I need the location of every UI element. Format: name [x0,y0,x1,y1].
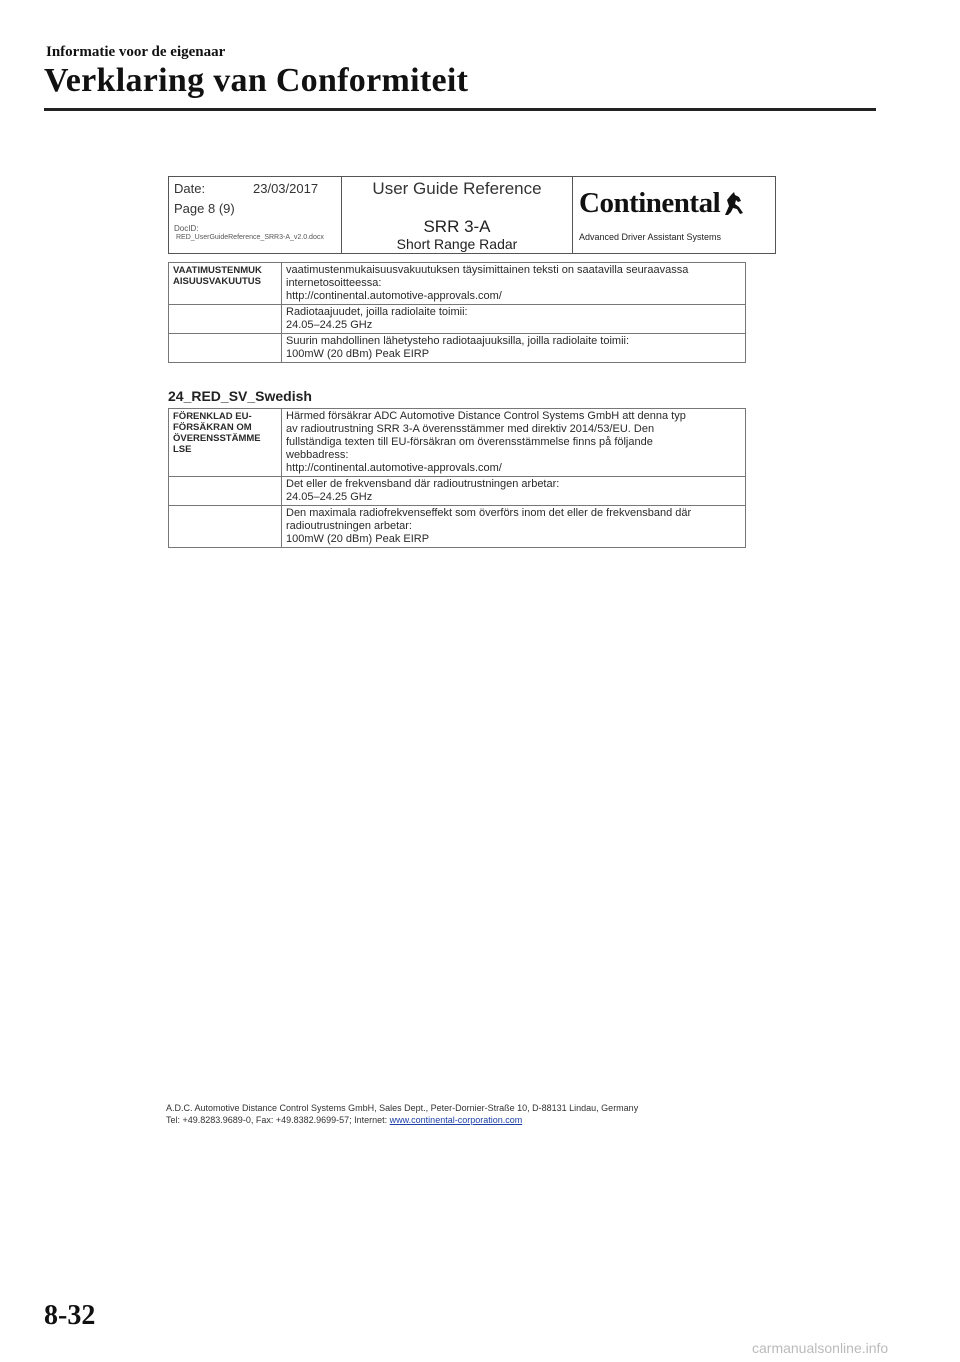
date-label: Date: [174,181,206,196]
table-row [169,409,746,477]
row-label-cell [169,263,282,305]
table-row [169,305,746,334]
swedish-declaration-table [168,408,746,548]
footer-contact-text: Tel: +49.8283.9689-0, Fax: +49.8382.9699-57; Internet: [166,1115,390,1125]
table-row [169,334,746,363]
title-divider [44,108,876,111]
docid-value: RED_UserGuideReference_SRR3-A_v2.0.docx [176,234,324,241]
row-content-line: av radioutrustning SRR 3-A överensstämmer med direktiv 2014/53/EU. Den [286,423,655,435]
row-content-line: 100mW (20 dBm) Peak EIRP [286,348,430,360]
section-label: Informatie voor de eigenaar [46,44,226,60]
row-content-line: Suurin mahdollinen lähetysteho radiotaajuuksilla, joilla radiolaite toimii: [286,335,630,347]
row-content-line: internetosoitteessa: [286,277,382,289]
row-content-cell [282,477,746,506]
continental-logo [579,187,746,220]
row-content-line: Radiotaajuudet, joilla radiolaite toimii: [286,306,468,318]
row-content-cell [282,334,746,363]
header-logo-cell [573,177,775,253]
row-content-line: radioutrustningen arbetar: [286,520,412,532]
row-label-cell [169,477,282,506]
document-header [168,176,776,254]
row-content-line: 100mW (20 dBm) Peak EIRP [286,533,430,545]
table-row [169,477,746,506]
page-number: 8-32 [44,1300,96,1331]
row-label-cell [169,506,282,548]
row-content-line: webbadress: [286,449,349,461]
row-content-line: Den maximala radiofrekvenseffekt som överförs inom det eller de frekvensband där [286,507,692,519]
date-value: 23/03/2017 [253,181,319,196]
row-label-cell [169,334,282,363]
footer-website-link[interactable]: www.continental-corporation.com [389,1115,523,1125]
header-meta-cell [169,177,342,253]
page-title: Verklaring van Conformiteit [44,62,469,99]
row-content-line: http://continental.automotive-approvals.com/ [286,462,502,474]
row-label-line: VAATIMUSTENMUK [173,265,262,276]
row-content-line: 24.05–24.25 GHz [286,491,373,503]
row-label-line: AISUUSVAKUUTUS [173,276,261,287]
finnish-declaration-table [168,262,746,363]
row-content-line: Härmed försäkrar ADC Automotive Distance Control Systems GmbH att denna typ [286,410,686,422]
row-content-line: 24.05–24.25 GHz [286,319,373,331]
row-label-cell [169,409,282,477]
swedish-heading: 24_RED_SV_Swedish [168,388,312,404]
row-label-line: FÖRSÄKRAN OM [173,422,252,433]
row-content-line: fullständiga texten till EU-försäkran om överensstämmelse finns på följande [286,436,653,448]
docid-label: DocID: [174,224,199,233]
row-label-line: ÖVERENSSTÄMME [173,433,261,444]
logo-wordmark: Continental [579,187,721,219]
model-name: SRR 3-A [423,217,491,236]
row-content-cell [282,506,746,548]
table-row [169,263,746,305]
division-label: Advanced Driver Assistant Systems [579,232,722,242]
row-label-cell [169,305,282,334]
row-label-line: LSE [173,444,192,455]
horse-icon [722,191,746,217]
row-content-line: http://continental.automotive-approvals.com/ [286,290,502,302]
header-title-cell [342,177,573,253]
row-content-cell [282,263,746,305]
reference-title: User Guide Reference [372,179,542,198]
row-content-cell [282,305,746,334]
row-content-line: Det eller de frekvensband där radioutrustningen arbetar: [286,478,560,490]
row-label-line: FÖRENKLAD EU- [173,411,252,422]
table-row [169,506,746,548]
row-content-line: vaatimustenmukaisuusvakuutuksen täysimittainen teksti on saatavilla seuraavassa [286,264,689,276]
watermark: carmanualsonline.info [752,1340,889,1356]
page-indicator: Page 8 (9) [174,201,235,216]
row-content-cell [282,409,746,477]
footer-address: A.D.C. Automotive Distance Control Systems GmbH, Sales Dept., Peter-Dornier-Straße 10, D-88131 Lindau, Germany [166,1103,639,1113]
footer-contact [166,1115,522,1125]
model-description: Short Range Radar [396,236,518,252]
